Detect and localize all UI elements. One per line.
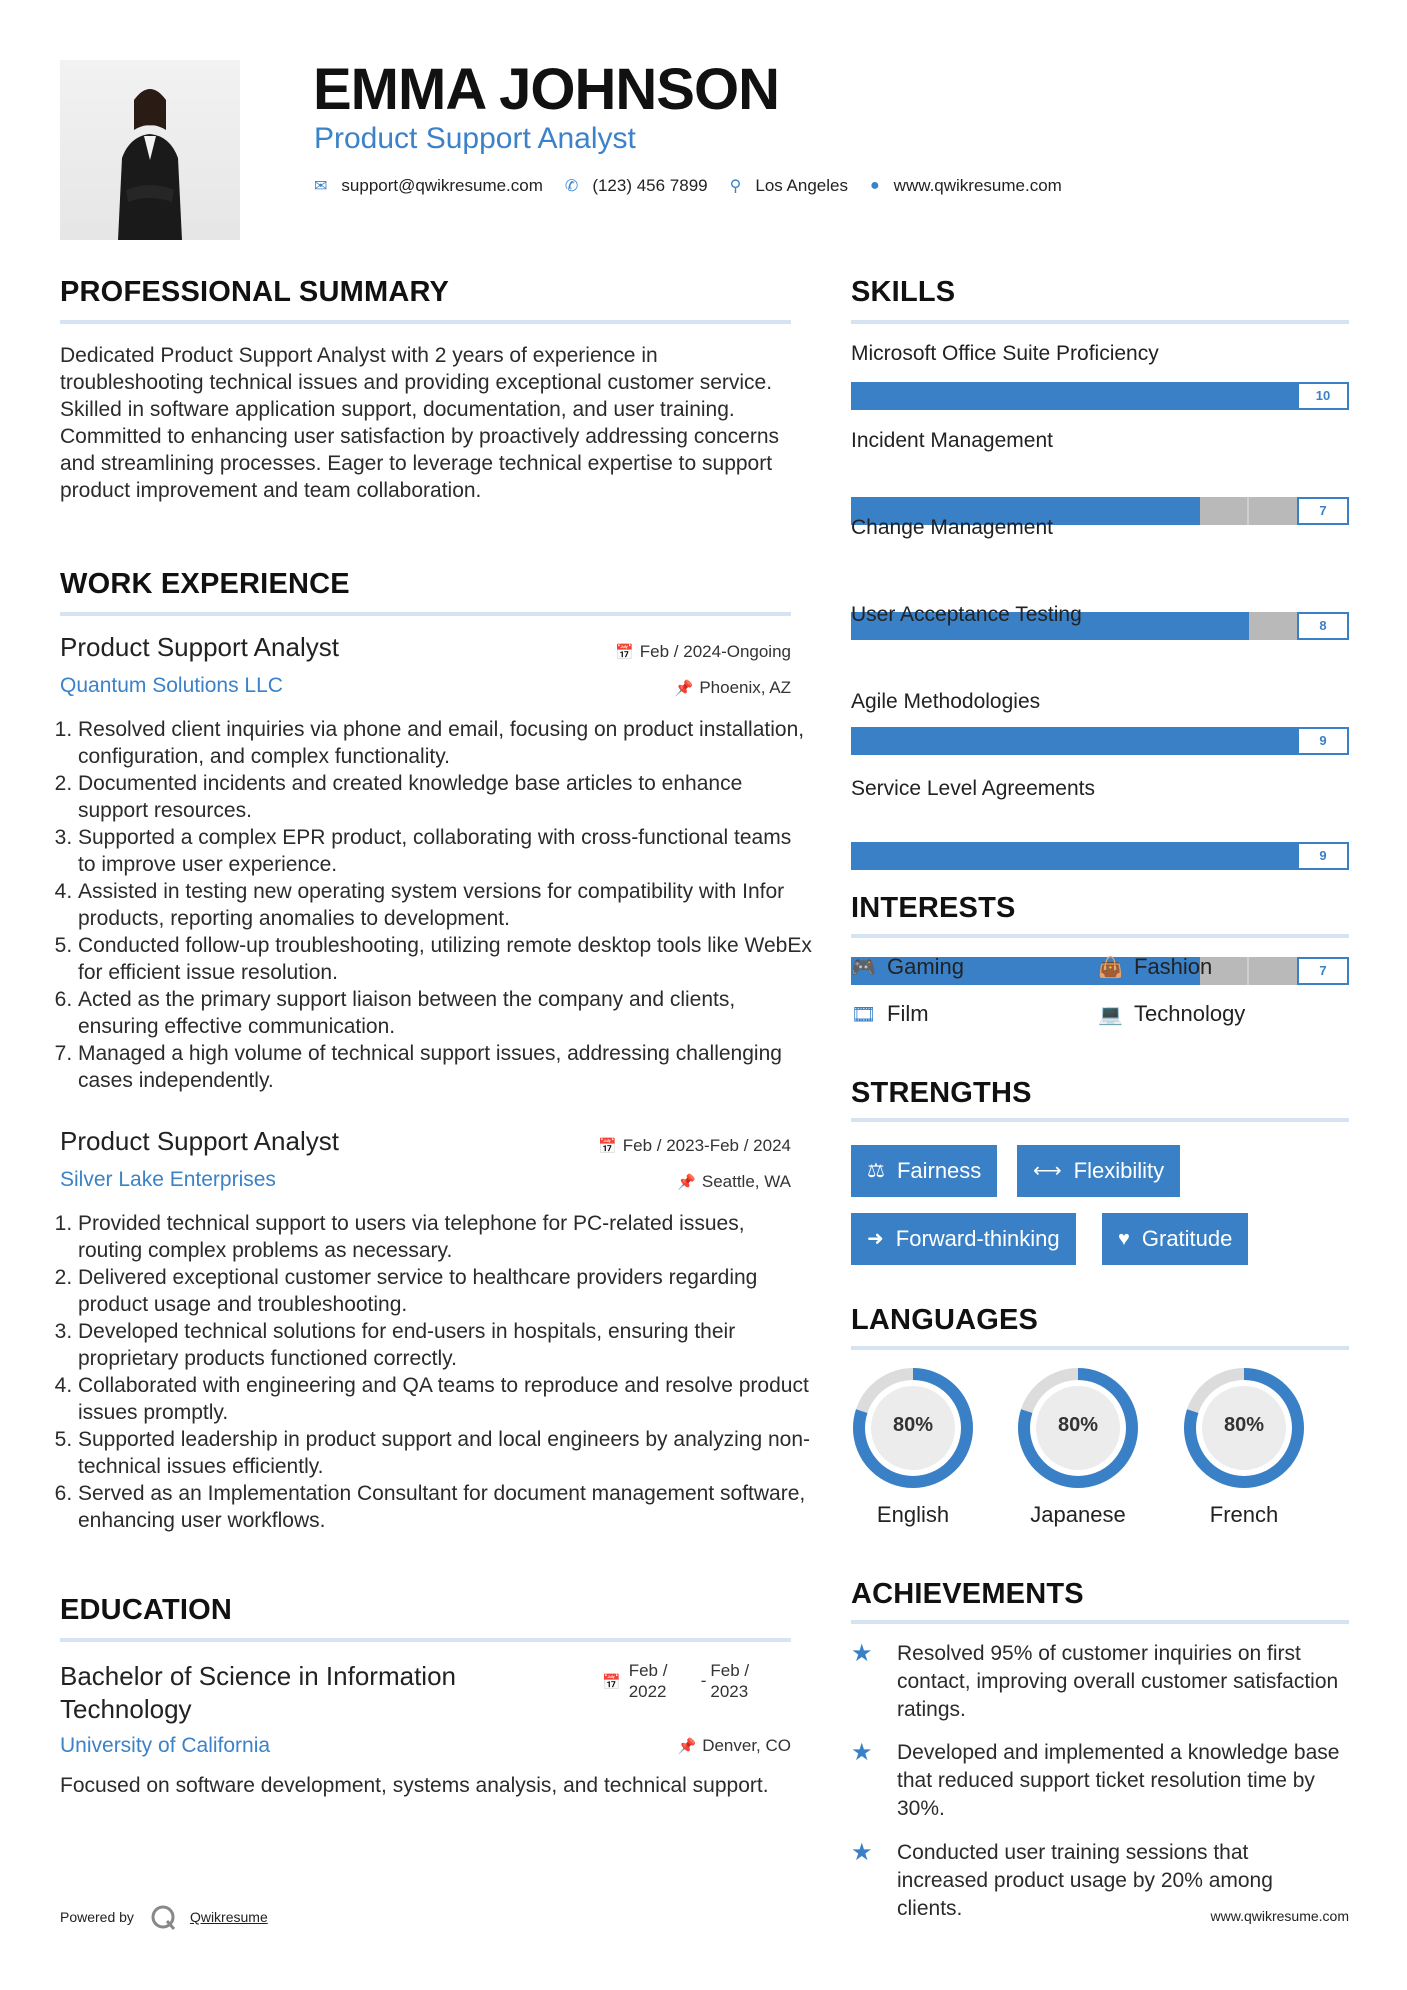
language-ring bbox=[1182, 1366, 1306, 1490]
list-item: 2. Documented incidents and created knowledge base articles to enhance support resources. bbox=[78, 770, 813, 824]
strength-label: Forward-thinking bbox=[895, 1226, 1060, 1251]
interest-fashion bbox=[1098, 954, 1212, 980]
education-date-separator: - bbox=[700, 1671, 707, 1690]
skill-bar-segment bbox=[901, 842, 951, 870]
contact-location: Los Angeles bbox=[755, 176, 848, 195]
skill-bar-segment bbox=[1050, 957, 1100, 985]
arrows-horizontal-icon: ⟷ bbox=[1033, 1160, 1062, 1182]
education-description: Focused on software development, systems analysis, and technical support. bbox=[60, 1774, 769, 1797]
list-item: 7. Managed a high volume of technical support issues, addressing challenging cases independently. bbox=[78, 1040, 813, 1094]
star-icon: ★ bbox=[851, 1739, 873, 1766]
skill-label: Agile Methodologies bbox=[851, 690, 1041, 713]
skill-bar-segment bbox=[1100, 382, 1150, 410]
skill-bar-segment bbox=[1000, 727, 1050, 755]
skill-bar-segment bbox=[1200, 612, 1250, 640]
job-date bbox=[540, 642, 791, 662]
skill-bar-segment bbox=[1249, 842, 1299, 870]
interest-label: Gaming bbox=[887, 954, 965, 979]
skill-label: Change Management bbox=[851, 516, 1053, 539]
skills-heading: SKILLS bbox=[851, 276, 956, 308]
list-item: 2. Delivered exceptional customer service to healthcare providers regarding product usage and troubleshooting. bbox=[78, 1264, 813, 1318]
list-item: 5. Conducted follow-up troubleshooting, utilizing remote desktop tools like WebEx for efficient issue resolution. bbox=[78, 932, 813, 986]
skill-bar-segment bbox=[1200, 497, 1250, 525]
job-title: Product Support Analyst bbox=[60, 632, 339, 662]
language-ring bbox=[851, 1366, 975, 1490]
skill-bar-segment bbox=[1150, 842, 1200, 870]
interest-gaming bbox=[851, 954, 964, 980]
skill-bar-segment bbox=[951, 842, 1001, 870]
star-icon: ★ bbox=[851, 1640, 873, 1667]
skill-bar-segment bbox=[1249, 382, 1299, 410]
skill-score: 8 bbox=[1297, 612, 1349, 640]
calendar-icon: 📅 bbox=[602, 1674, 621, 1691]
list-item: 4. Assisted in testing new operating system versions for compatibility with Infor products, reporting anomalies to development. bbox=[78, 878, 813, 932]
job-location bbox=[540, 1172, 791, 1192]
skill-bar-segment bbox=[1150, 382, 1200, 410]
achievements-heading: ACHIEVEMENTS bbox=[851, 1578, 1084, 1610]
skill-bar-segment bbox=[851, 842, 901, 870]
job-company: Silver Lake Enterprises bbox=[60, 1168, 276, 1191]
shopping-bag-icon: 👜 bbox=[1098, 956, 1123, 979]
strength-tag bbox=[851, 1213, 1076, 1265]
education-location-text: Denver, CO bbox=[702, 1736, 791, 1755]
job-location-text: Seattle, WA bbox=[701, 1172, 791, 1191]
skill-bar bbox=[851, 727, 1349, 755]
location-pin-icon: ⚲ bbox=[729, 178, 742, 195]
skill-bar-segment bbox=[1200, 727, 1250, 755]
job-date-text: Feb / 2023-Feb / 2024 bbox=[622, 1136, 791, 1155]
job-location-text: Phoenix, AZ bbox=[699, 678, 791, 697]
pin-icon: 📌 bbox=[674, 680, 694, 697]
achievement-text: Resolved 95% of customer inquiries on first contact, improving overall customer satisfaction ratings. bbox=[897, 1642, 1339, 1721]
skill-score: 9 bbox=[1297, 727, 1349, 755]
star-icon: ★ bbox=[851, 1839, 873, 1866]
languages-heading: LANGUAGES bbox=[851, 1304, 1039, 1336]
job-date bbox=[540, 1136, 791, 1156]
skill-bar-segment bbox=[1249, 497, 1299, 525]
gamepad-icon: 🎮 bbox=[851, 956, 876, 979]
skills-divider bbox=[851, 320, 1349, 324]
skill-bar-segment bbox=[851, 727, 901, 755]
achievements-divider bbox=[851, 1620, 1349, 1624]
skill-bar-segment bbox=[1150, 612, 1200, 640]
pin-icon: 📌 bbox=[677, 1174, 696, 1191]
powered-by-label: Powered by bbox=[60, 1909, 134, 1925]
skill-bar bbox=[851, 842, 1349, 870]
skill-bar-segment bbox=[1249, 957, 1299, 985]
contact-email[interactable]: support@qwikresume.com bbox=[341, 176, 543, 195]
strength-label: Gratitude bbox=[1141, 1226, 1233, 1251]
arrow-right-icon: ➜ bbox=[867, 1228, 884, 1250]
skill-score: 10 bbox=[1297, 382, 1349, 410]
strength-tag bbox=[851, 1145, 997, 1197]
school-name: University of California bbox=[60, 1734, 271, 1757]
footer-website[interactable]: www.qwikresume.com bbox=[1210, 1908, 1349, 1924]
contact-website[interactable]: www.qwikresume.com bbox=[893, 176, 1062, 195]
list-item: 3. Supported a complex EPR product, collaborating with cross-functional teams to improve user experience. bbox=[78, 824, 813, 878]
strength-tag bbox=[1102, 1213, 1248, 1265]
skill-score: 9 bbox=[1297, 842, 1349, 870]
skill-bar-segment bbox=[901, 382, 951, 410]
skill-bar-segment bbox=[1249, 612, 1299, 640]
qwikresume-link[interactable]: Qwikresume bbox=[189, 1909, 268, 1925]
summary-text: Dedicated Product Support Analyst with 2 years of experience in troubleshooting technical issues and providing exceptional customer service. Skilled in software application support, documentation, and user training. Committed to enhancing user satisfaction by proactively addressing concerns and streamlining processes. Eager to leverage technical expertise to support product improvement and team collaboration. bbox=[60, 344, 780, 502]
skill-bar-segment bbox=[901, 727, 951, 755]
contact-bar bbox=[314, 176, 1084, 196]
skill-bar-segment bbox=[1249, 727, 1299, 755]
skill-bar-segment bbox=[951, 382, 1001, 410]
skill-bar-segment bbox=[1200, 382, 1250, 410]
strength-label: Flexibility bbox=[1073, 1158, 1165, 1183]
interest-label: Film bbox=[887, 1001, 929, 1026]
powered-by bbox=[60, 1904, 268, 1930]
skill-bar-segment bbox=[851, 382, 901, 410]
degree-title: Bachelor of Science in Information Technology bbox=[60, 1661, 456, 1724]
work-heading: WORK EXPERIENCE bbox=[60, 568, 350, 600]
skill-score: 7 bbox=[1297, 957, 1349, 985]
job-location bbox=[540, 678, 791, 698]
skill-label: Microsoft Office Suite Proficiency bbox=[851, 342, 1159, 365]
skill-bar-segment bbox=[951, 727, 1001, 755]
education-dates bbox=[602, 1660, 760, 1702]
summary-heading: PROFESSIONAL SUMMARY bbox=[60, 276, 450, 308]
skill-bar-segment bbox=[1150, 497, 1200, 525]
interest-film bbox=[851, 1001, 929, 1027]
film-icon: 🎞 bbox=[851, 1003, 877, 1026]
interest-label: Technology bbox=[1134, 1001, 1246, 1026]
skill-bar-segment bbox=[1000, 842, 1050, 870]
globe-icon: ● bbox=[870, 177, 880, 194]
job-company: Quantum Solutions LLC bbox=[60, 674, 283, 697]
skill-bar-segment bbox=[1000, 382, 1050, 410]
skill-bar-segment bbox=[1100, 612, 1150, 640]
language-percent: 80% bbox=[1057, 1414, 1099, 1436]
skill-label: User Acceptance Testing bbox=[851, 603, 1082, 626]
language-percent: 80% bbox=[892, 1414, 934, 1436]
list-item: 4. Collaborated with engineering and QA teams to reproduce and resolve product issues promptly. bbox=[78, 1372, 813, 1426]
languages-divider bbox=[851, 1346, 1349, 1350]
skill-bar-segment bbox=[1100, 497, 1150, 525]
skill-bar-segment bbox=[1100, 727, 1150, 755]
strengths-divider bbox=[851, 1118, 1349, 1122]
language-ring bbox=[1016, 1366, 1140, 1490]
heart-icon: ♥ bbox=[1118, 1228, 1130, 1250]
education-location bbox=[540, 1736, 791, 1756]
skill-bar bbox=[851, 382, 1349, 410]
education-divider bbox=[60, 1638, 791, 1642]
profile-photo bbox=[60, 60, 240, 240]
education-heading: EDUCATION bbox=[60, 1594, 233, 1626]
achievement-text: Developed and implemented a knowledge base that reduced support ticket resolution time by 30%. bbox=[897, 1741, 1340, 1820]
achievement-item bbox=[851, 1640, 1349, 1724]
job-date-text: Feb / 2024-Ongoing bbox=[639, 642, 791, 661]
skill-label: Service Level Agreements bbox=[851, 777, 1095, 800]
language-percent: 80% bbox=[1223, 1414, 1265, 1436]
skill-bar-segment bbox=[1000, 957, 1050, 985]
envelope-icon: ✉ bbox=[314, 178, 328, 195]
interest-technology bbox=[1098, 1001, 1245, 1027]
strength-label: Fairness bbox=[896, 1158, 982, 1183]
achievement-item bbox=[851, 1739, 1349, 1823]
interests-heading: INTERESTS bbox=[851, 892, 1016, 924]
laptop-icon: 💻 bbox=[1098, 1003, 1123, 1026]
job-title: Product Support Analyst bbox=[60, 1126, 339, 1156]
language-name: French bbox=[1209, 1502, 1279, 1527]
pin-icon: 📌 bbox=[677, 1738, 697, 1755]
language-name: Japanese bbox=[1030, 1502, 1126, 1527]
list-item: 6. Served as an Implementation Consultant for document management software, enhancing user workflows. bbox=[78, 1480, 813, 1534]
skill-bar-segment bbox=[1050, 842, 1100, 870]
skill-bar-segment bbox=[1200, 842, 1250, 870]
interest-label: Fashion bbox=[1134, 954, 1213, 979]
education-date-end: Feb / 2023 bbox=[710, 1661, 750, 1701]
skill-bar-segment bbox=[1100, 842, 1150, 870]
work-divider bbox=[60, 612, 791, 616]
list-item: 1. Resolved client inquiries via phone and email, focusing on product installation, configuration, and complex functionality. bbox=[78, 716, 813, 770]
phone-icon: ✆ bbox=[564, 178, 579, 195]
strength-tag bbox=[1017, 1145, 1180, 1197]
skill-bar-segment bbox=[1050, 497, 1100, 525]
skill-bar-segment bbox=[1050, 382, 1100, 410]
candidate-name: EMMA JOHNSON bbox=[313, 57, 779, 122]
skill-bar-segment bbox=[1150, 727, 1200, 755]
skill-bar-segment bbox=[1050, 727, 1100, 755]
job-responsibilities bbox=[60, 716, 813, 1094]
scale-icon: ⚖ bbox=[867, 1160, 885, 1182]
achievement-text: Conducted user training sessions that increased product usage by 20% among clients. bbox=[897, 1841, 1273, 1920]
skill-label: Incident Management bbox=[851, 429, 1053, 452]
summary-divider bbox=[60, 320, 791, 324]
list-item: 6. Acted as the primary support liaison between the company and clients, ensuring effective communication. bbox=[78, 986, 813, 1040]
list-item: 3. Developed technical solutions for end-users in hospitals, ensuring their proprietary products functioned correctly. bbox=[78, 1318, 813, 1372]
list-item: 1. Provided technical support to users via telephone for PC-related issues, routing complex problems as necessary. bbox=[78, 1210, 813, 1264]
contact-phone[interactable]: (123) 456 7899 bbox=[592, 176, 708, 195]
qwikresume-logo-icon bbox=[150, 1904, 176, 1930]
skill-score: 7 bbox=[1297, 497, 1349, 525]
interests-divider bbox=[851, 934, 1349, 938]
job-responsibilities bbox=[60, 1210, 813, 1534]
candidate-title: Product Support Analyst bbox=[314, 122, 636, 155]
list-item: 5. Supported leadership in product support and local engineers by analyzing non-technical issues efficiently. bbox=[78, 1426, 813, 1480]
calendar-icon: 📅 bbox=[615, 644, 634, 661]
calendar-icon: 📅 bbox=[598, 1138, 617, 1155]
education-date-start: Feb / 2022 bbox=[628, 1661, 668, 1701]
strengths-heading: STRENGTHS bbox=[851, 1077, 1032, 1109]
language-name: English bbox=[876, 1502, 950, 1527]
